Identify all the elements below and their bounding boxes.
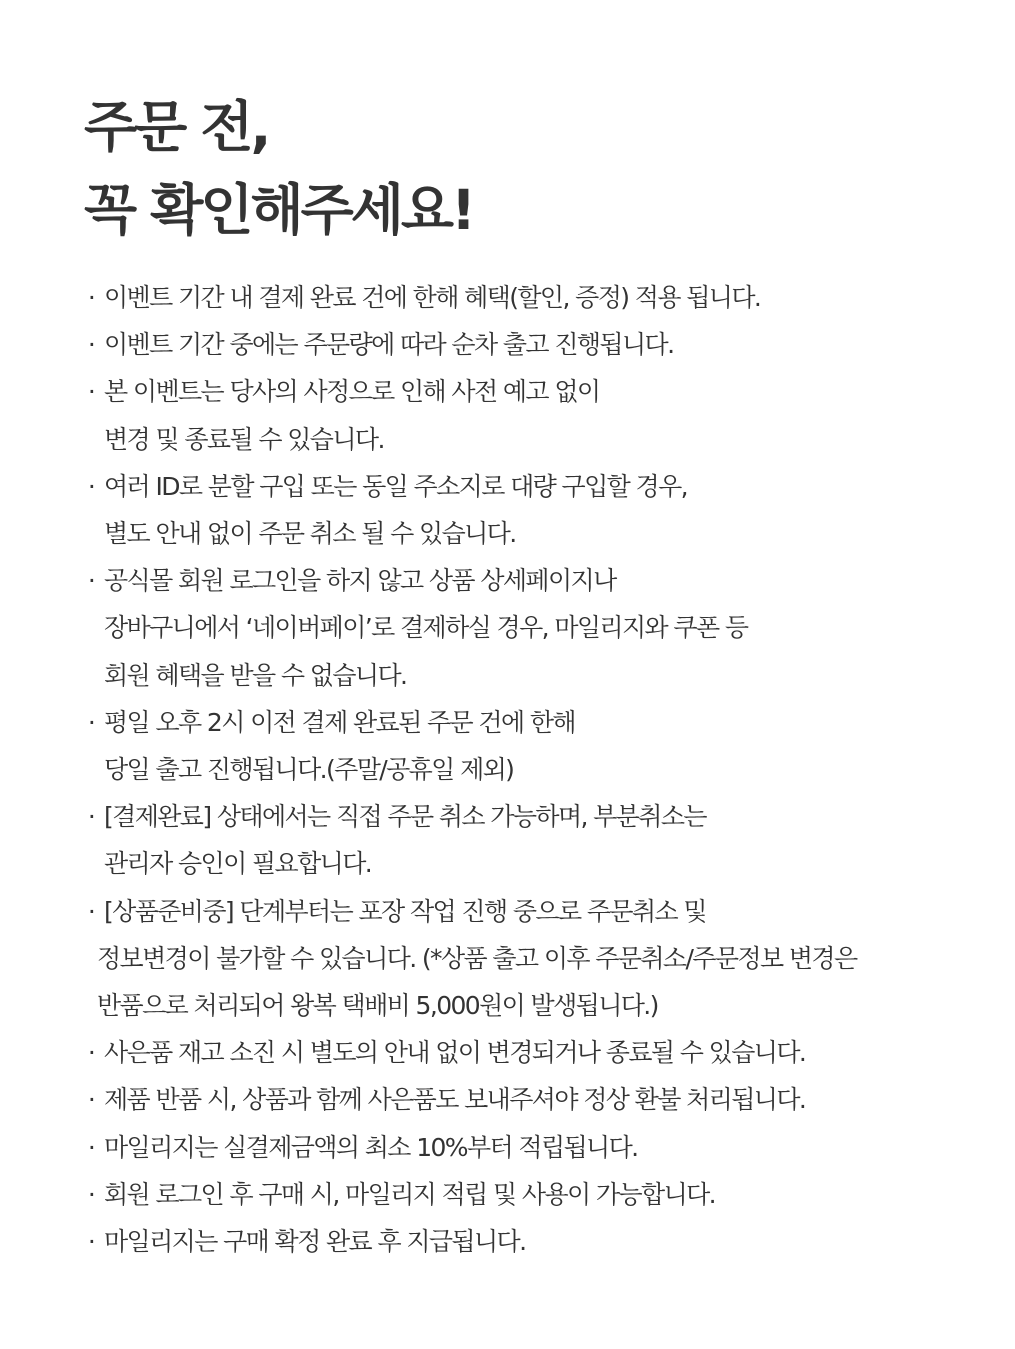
notice-item <box>80 368 980 462</box>
notice-item <box>80 1124 980 1171</box>
notice-text: 정보변경이 불가할 수 있습니다. (*상품 출고 이후 주문취소/주문정보 변경은 <box>97 943 857 973</box>
bullet-icon: · <box>87 471 95 501</box>
bullet-icon: · <box>87 1038 95 1068</box>
notice-text: 관리자 승인이 필요합니다. <box>104 849 372 879</box>
page-title-line-2: 꼭 확인해주세요! <box>84 178 474 242</box>
bullet-icon: · <box>87 1179 95 1209</box>
bullet-icon: · <box>87 1227 95 1257</box>
notice-item <box>80 888 980 1030</box>
bullet-icon: · <box>87 283 95 312</box>
notice-item <box>80 274 980 321</box>
bullet-icon: · <box>87 707 95 737</box>
notice-text: 공식몰 회원 로그인을 하지 않고 상품 상세페이지나 <box>104 566 616 596</box>
notice-text: [상품준비중] 단계부터는 포장 작업 진행 중으로 주문취소 및 <box>104 896 706 926</box>
notice-text: 평일 오후 2시 이전 결제 완료된 주문 건에 한해 <box>104 707 575 737</box>
notice-text: [결제완료] 상태에서는 직접 주문 취소 가능하며, 부분취소는 <box>104 802 706 832</box>
notice-item <box>80 1218 980 1265</box>
notice-text: 회원 혜택을 받을 수 없습니다. <box>104 660 407 690</box>
bullet-icon: · <box>87 1132 95 1162</box>
notice-text: 마일리지는 구매 확정 완료 후 지급됩니다. <box>104 1227 526 1257</box>
notice-text: 마일리지는 실결제금액의 최소 10%부터 적립됩니다. <box>104 1132 638 1162</box>
bullet-icon: · <box>87 330 95 360</box>
notice-text: 당일 출고 진행됩니다.(주말/공휴일 제외) <box>104 755 514 785</box>
notice-item <box>80 321 980 368</box>
notice-text: 이벤트 기간 내 결제 완료 건에 한해 혜택(할인, 증정) 적용 됩니다. <box>104 283 761 312</box>
notice-text: 여러 ID로 분할 구입 또는 동일 주소지로 대량 구입할 경우, <box>104 471 687 501</box>
notice-item <box>80 1171 980 1218</box>
notice-text: 변경 및 종료될 수 있습니다. <box>104 424 384 454</box>
bullet-icon: · <box>87 566 95 596</box>
notice-item <box>80 699 980 793</box>
notice-text: 제품 반품 시, 상품과 함께 사은품도 보내주셔야 정상 환불 처리됩니다. <box>104 1085 806 1115</box>
page-title <box>84 86 473 252</box>
notice-text: 반품으로 처리되어 왕복 택배비 5,000원이 발생됩니다.) <box>97 991 658 1021</box>
notice-text: 회원 로그인 후 구매 시, 마일리지 적립 및 사용이 가능합니다. <box>104 1179 716 1209</box>
notice-text: 본 이벤트는 당사의 사정으로 인해 사전 예고 없이 <box>104 377 600 407</box>
notice-list <box>80 274 980 1265</box>
notice-item <box>80 793 980 887</box>
bullet-icon: · <box>87 896 95 926</box>
bullet-icon: · <box>87 377 95 407</box>
notice-item <box>80 1029 980 1076</box>
notice-item <box>80 1076 980 1123</box>
notice-text: 별도 안내 없이 주문 취소 될 수 있습니다. <box>104 519 516 549</box>
bullet-icon: · <box>87 1085 95 1115</box>
bullet-icon: · <box>87 802 95 832</box>
notice-item <box>80 557 980 699</box>
notice-text: 장바구니에서 ‘네이버페이’로 결제하실 경우, 마일리지와 쿠폰 등 <box>104 613 748 643</box>
notice-text: 이벤트 기간 중에는 주문량에 따라 순차 출고 진행됩니다. <box>104 330 674 360</box>
notice-item <box>80 463 980 557</box>
page-title-line-1: 주문 전, <box>84 95 269 159</box>
notice-text: 사은품 재고 소진 시 별도의 안내 없이 변경되거나 종료될 수 있습니다. <box>104 1038 806 1068</box>
